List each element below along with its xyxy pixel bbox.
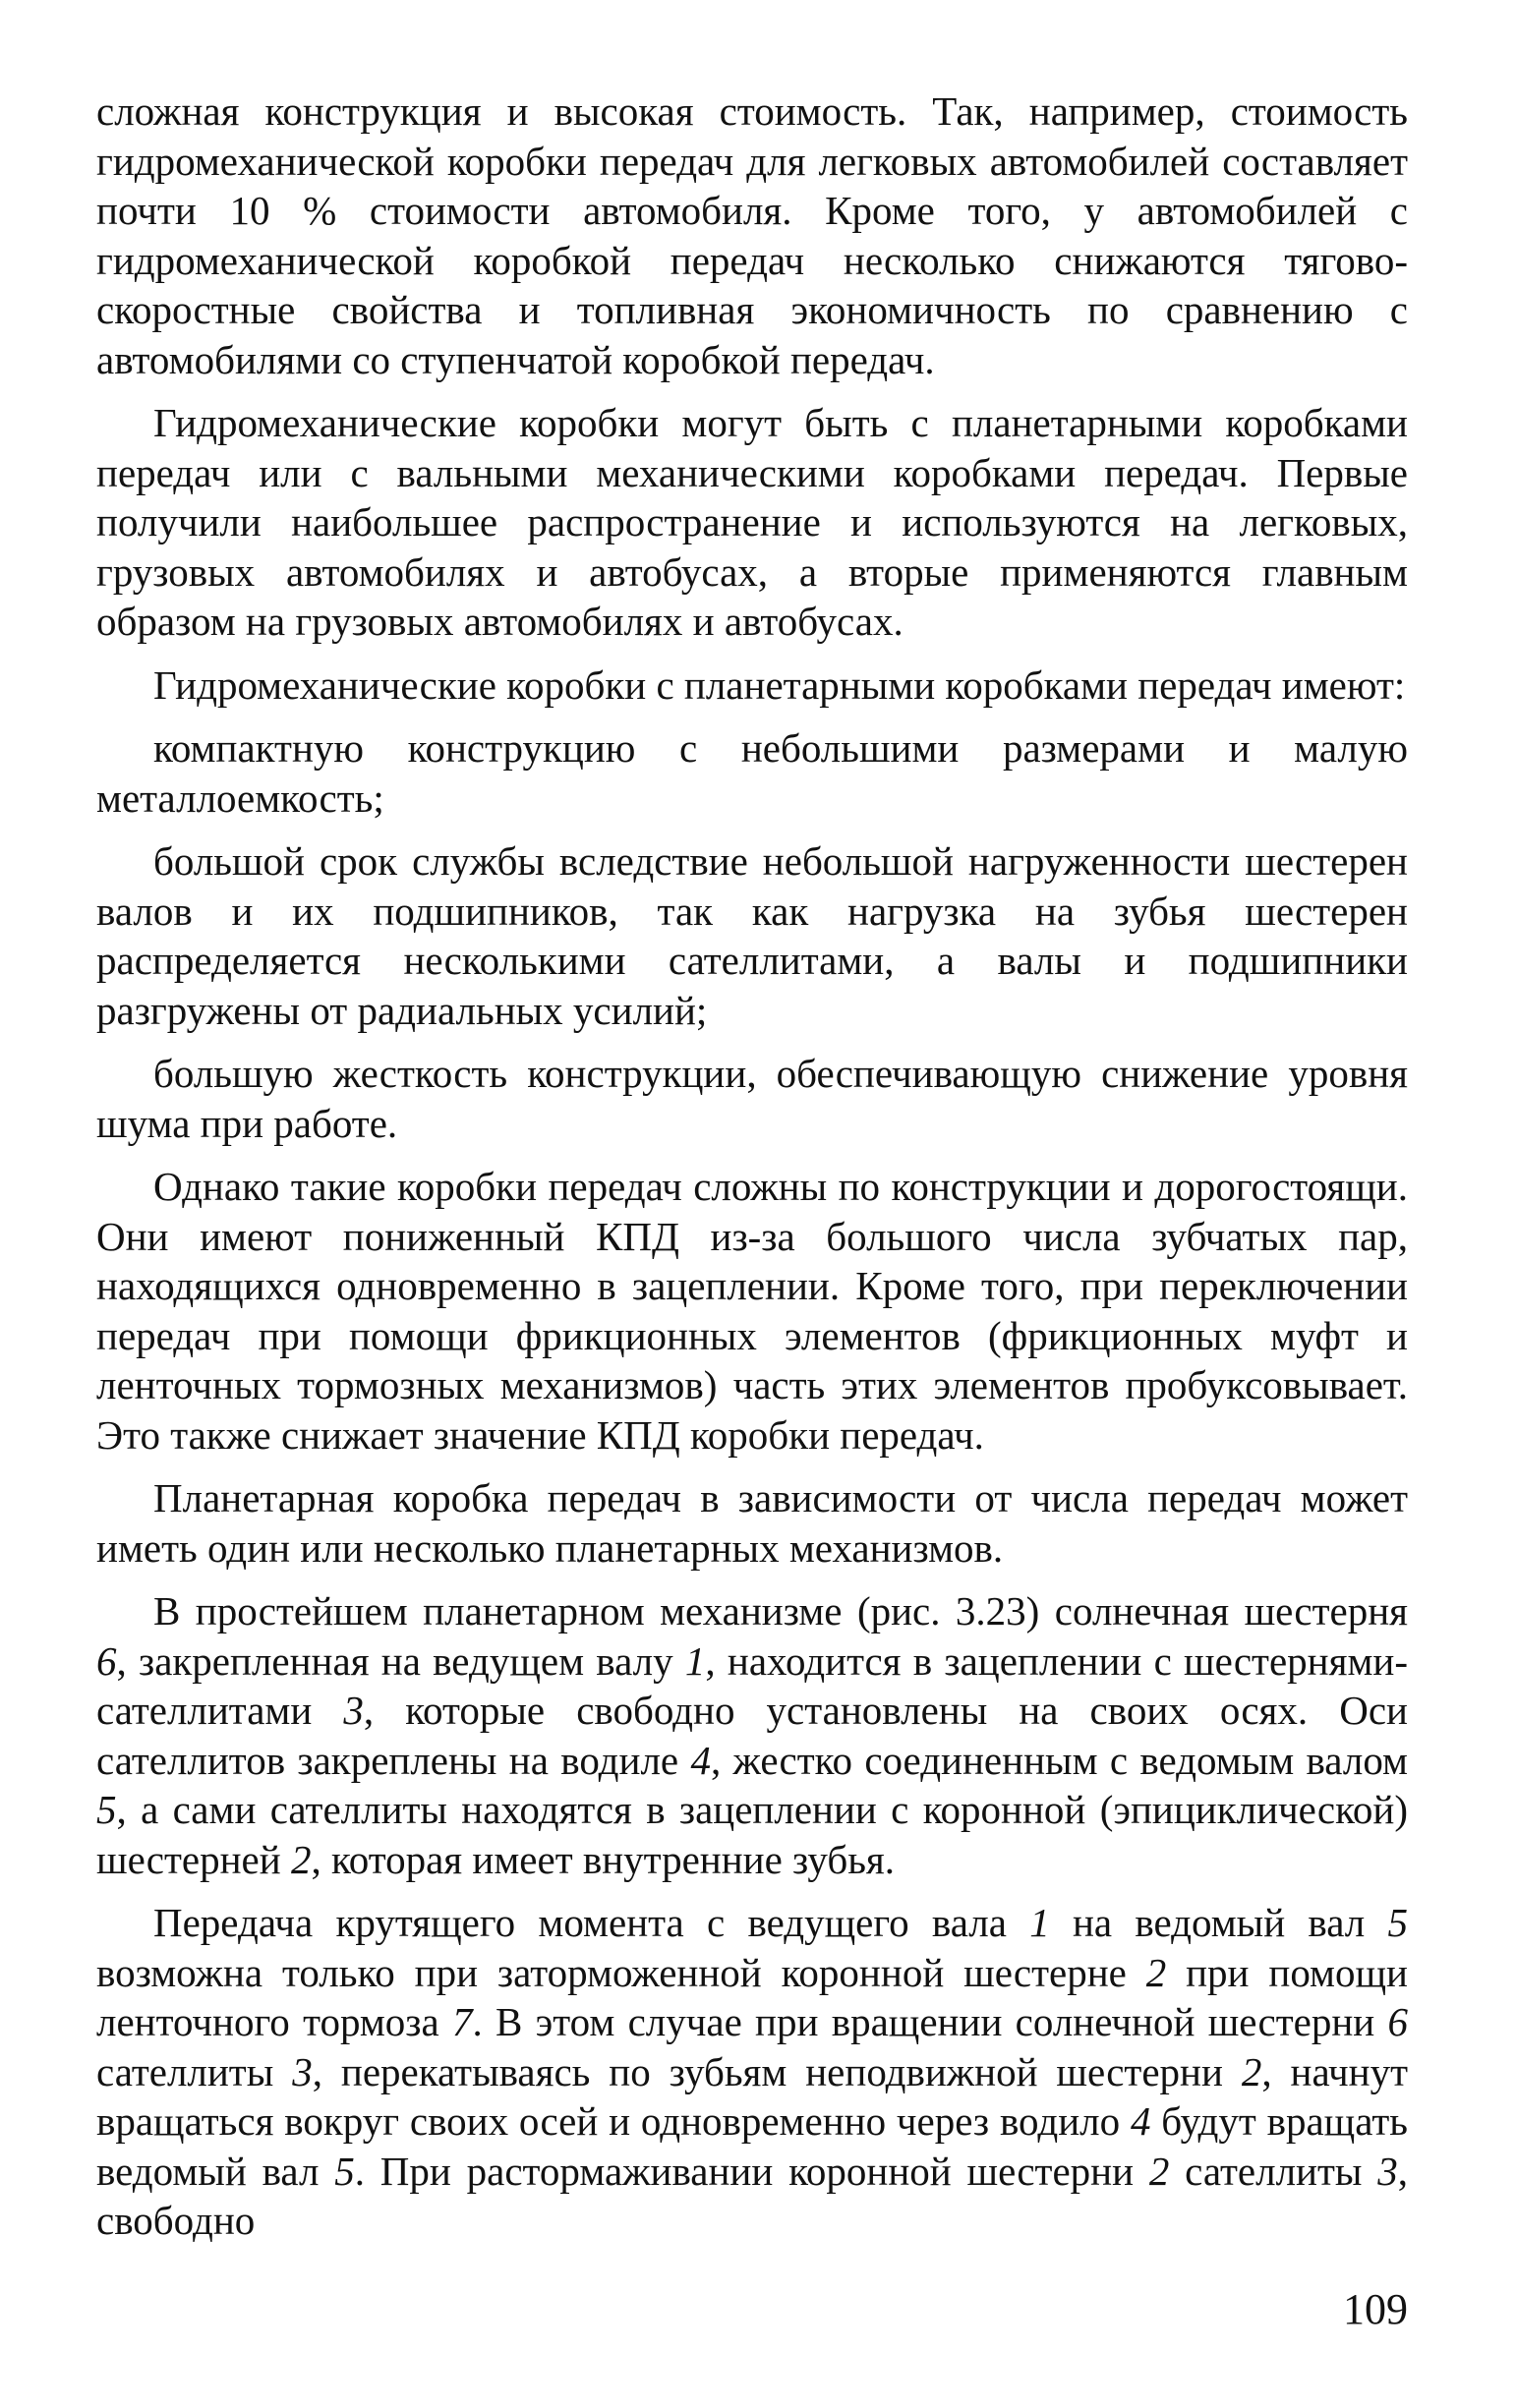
paragraph-planetary-advantages-intro [96, 660, 1408, 711]
page-number: 109 [1343, 2285, 1408, 2333]
paragraph-cost-intro [96, 86, 1408, 384]
paragraph-text: будут вращать ведомый вал [96, 2098, 1408, 2194]
figure-reference-number: 1 [684, 1637, 706, 1684]
list-item-rigidity [96, 1049, 1408, 1148]
figure-reference-number: 5 [1387, 1900, 1408, 1945]
figure-reference-number: 6 [96, 1637, 117, 1684]
paragraph-text: Однако такие коробки передач сложны по конструкции и дорогостоящи. Они имеют пониженный КПД из-за большого числа зубчатых пар, находящихся одновременно в зацеплении. Кроме того, при переключении передач при помощи фрикционных элементов (фрикционных муфт и ленточных тормозных механизмов) часть этих элементов пробуксовывает. Это также снижает значение КПД коробки передач. [96, 1164, 1408, 1458]
figure-reference-number: 5 [96, 1787, 117, 1832]
paragraph-text: . В этом случае при вращении солнечной шестерни [472, 1999, 1388, 2044]
figure-reference-number: 5 [334, 2148, 355, 2194]
figure-reference-number: 2 [290, 1836, 312, 1882]
paragraph-text: Гидромеханические коробки с планетарными коробками передач имеют: [153, 661, 1406, 708]
paragraph-text: , которые свободно установлены на своих осях. Оси сателлитов закреплены на водиле [96, 1688, 1408, 1783]
paragraph-text: сателлиты [96, 2048, 293, 2094]
figure-reference-number: 2 [1241, 2048, 1262, 2094]
figure-reference-number: 3 [1377, 2148, 1398, 2194]
paragraph-text: В простейшем планетарном механизме (рис. 3.23) солнечная шестерня [153, 1588, 1408, 1634]
paragraph-text: сложная конструкция и высокая стоимость. Так, например, стоимость гидромеханической коробки передач для легковых автомобилей составляет почти 10 % стоимости автомобиля. Кроме того, у автомобилей с гидромеханической коробкой передач несколько снижаются тягово-скоростные свойства и топливная экономичность по сравнению с автомобилями со ступенчатой коробкой передач. [96, 88, 1408, 382]
page-body [96, 86, 1408, 2347]
paragraph-planetary-count [96, 1473, 1408, 1573]
paragraph-text: , а сами сателлиты находятся в зацеплении с коронной (эпициклической) шестерней [96, 1787, 1408, 1882]
paragraph-text: . При растормаживании коронной шестерни [354, 2148, 1149, 2194]
paragraph-text: , закрепленная на ведущем валу [116, 1637, 685, 1684]
paragraph-text: , находится в зацеплении с шестернями-сателлитами [96, 1637, 1408, 1733]
figure-reference-number: 4 [1130, 2098, 1151, 2144]
figure-reference-number: 2 [1145, 1949, 1167, 1995]
paragraph-text: возможна только при заторможенной коронной шестерне [96, 1949, 1146, 1995]
paragraph-torque-transfer [96, 1898, 1408, 2246]
paragraph-text: большой срок службы вследствие небольшой нагруженности шестерен валов и их подшипников, так как нагрузка на зубья шестерен распределяется несколькими сателлитами, а валы и подшипники разгружены от радиальных усилий; [96, 838, 1408, 1033]
figure-reference-number: 3 [292, 2048, 313, 2094]
list-item-service-life [96, 836, 1408, 1035]
paragraph-text: большую жесткость конструкции, обеспечивающую снижение уровня шума при работе. [96, 1051, 1408, 1146]
paragraph-text: при помощи ленточного тормоза [96, 1949, 1408, 2044]
paragraph-text: , начнут вращаться вокруг своих осей и одновременно через водило [96, 2048, 1408, 2144]
list-item-compact-design [96, 723, 1408, 823]
paragraph-text: , перекатываясь по зубьям неподвижной шестерни [312, 2048, 1242, 2094]
paragraph-text: на ведомый вал [1049, 1900, 1388, 1945]
paragraph-text: компактную конструкцию с небольшими размерами и малую металлоемкость; [96, 725, 1408, 821]
paragraph-text: Планетарная коробка передач в зависимости от числа передач может иметь один или несколько планетарных механизмов. [96, 1475, 1408, 1571]
paragraph-text: Гидромеханические коробки могут быть с планетарными коробками передач или с вальными механическими коробками передач. Первые получили наибольшее распространение и используются на легковых, грузовых автомобилях и автобусах, а вторые применяются главным образом на грузовых автомобилях и автобусах. [96, 400, 1408, 644]
figure-reference-number: 7 [451, 1999, 473, 2044]
paragraph-text: , которая имеет внутренние зубья. [311, 1836, 896, 1882]
figure-reference-number: 6 [1387, 1999, 1408, 2044]
figure-reference-number: 4 [690, 1737, 711, 1783]
paragraph-gearbox-types [96, 398, 1408, 647]
paragraph-text: сателлиты [1169, 2148, 1378, 2194]
paragraph-disadvantages [96, 1162, 1408, 1460]
figure-reference-number: 3 [343, 1688, 364, 1733]
paragraph-text: , свободно [96, 2148, 1408, 2243]
paragraph-simple-mechanism [96, 1586, 1408, 1884]
figure-reference-number: 2 [1148, 2148, 1170, 2194]
figure-reference-number: 1 [1029, 1900, 1050, 1945]
paragraph-text: Передача крутящего момента с ведущего вала [153, 1900, 1030, 1945]
paragraph-text: , жестко соединенным с ведомым валом [710, 1737, 1408, 1783]
